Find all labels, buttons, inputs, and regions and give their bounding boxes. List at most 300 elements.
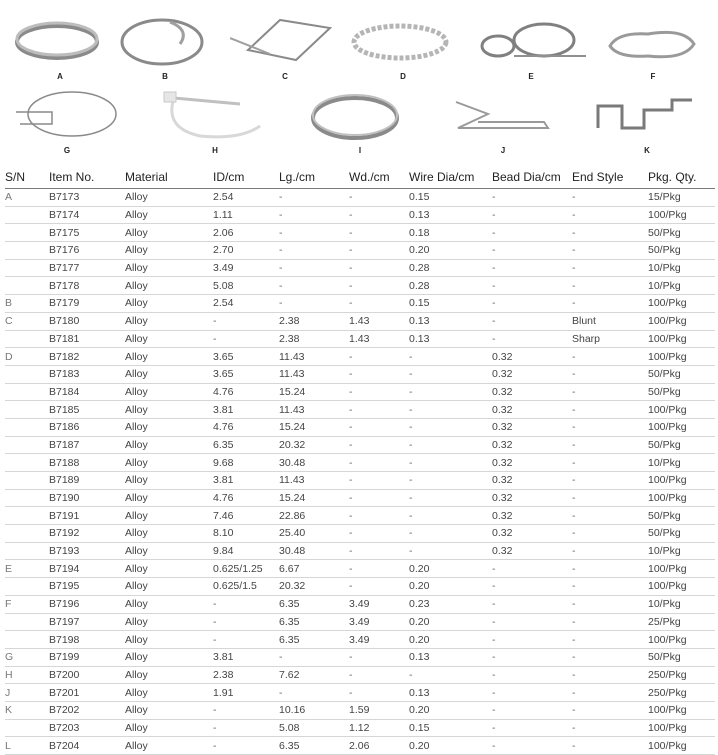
cell-id: -	[213, 737, 279, 755]
cell-id: 2.54	[213, 189, 279, 207]
cell-material: Alloy	[125, 595, 213, 613]
product-letter: A	[57, 72, 63, 81]
cell-bead-dia: 0.32	[492, 454, 572, 472]
cell-sn: H	[5, 666, 49, 684]
cell-material: Alloy	[125, 701, 213, 719]
cell-pkg-qty: 250/Pkg	[648, 684, 715, 702]
cell-id: 3.81	[213, 472, 279, 490]
cell-id: 1.91	[213, 684, 279, 702]
cell-material: Alloy	[125, 578, 213, 596]
cell-length: -	[279, 648, 349, 666]
cell-wire-dia: 0.15	[409, 295, 492, 313]
cell-material: Alloy	[125, 348, 213, 366]
cell-sn	[5, 613, 49, 631]
cell-end-style: Blunt	[572, 312, 648, 330]
cell-width: -	[349, 542, 409, 560]
table-row	[5, 595, 715, 613]
cell-id: 1.11	[213, 206, 279, 224]
cell-bead-dia: -	[492, 737, 572, 755]
cell-end-style: -	[572, 595, 648, 613]
cell-width: -	[349, 295, 409, 313]
cell-pkg-qty: 100/Pkg	[648, 295, 715, 313]
cell-wire-dia: 0.15	[409, 719, 492, 737]
cell-pkg-qty: 15/Pkg	[648, 189, 715, 207]
cell-pkg-qty: 50/Pkg	[648, 436, 715, 454]
cell-wire-dia: 0.28	[409, 259, 492, 277]
cell-item-no: B7200	[49, 666, 125, 684]
cell-id: 3.65	[213, 348, 279, 366]
cell-sn: D	[5, 348, 49, 366]
cell-item-no: B7185	[49, 401, 125, 419]
cell-pkg-qty: 10/Pkg	[648, 542, 715, 560]
cell-wire-dia: -	[409, 542, 492, 560]
cell-bead-dia: 0.32	[492, 365, 572, 383]
cell-width: 1.43	[349, 312, 409, 330]
table-row	[5, 489, 715, 507]
cell-length: 22.86	[279, 507, 349, 525]
pear-hook-icon	[598, 2, 708, 70]
cell-item-no: B7203	[49, 719, 125, 737]
cell-material: Alloy	[125, 666, 213, 684]
cell-sn	[5, 224, 49, 242]
cell-pkg-qty: 10/Pkg	[648, 595, 715, 613]
product-e	[476, 2, 586, 82]
cell-material: Alloy	[125, 613, 213, 631]
product-f	[598, 2, 708, 82]
cell-width: -	[349, 189, 409, 207]
product-h	[160, 88, 270, 168]
cell-width: -	[349, 507, 409, 525]
cell-sn: G	[5, 648, 49, 666]
cell-length: 6.35	[279, 631, 349, 649]
cell-bead-dia: -	[492, 277, 572, 295]
cell-length: 6.35	[279, 613, 349, 631]
cell-length: 15.24	[279, 489, 349, 507]
cell-item-no: B7182	[49, 348, 125, 366]
cell-wire-dia: -	[409, 365, 492, 383]
cell-item-no: B7196	[49, 595, 125, 613]
split-ring-icon	[5, 2, 115, 70]
cell-end-style: -	[572, 383, 648, 401]
cell-width: 3.49	[349, 595, 409, 613]
cell-item-no: B7179	[49, 295, 125, 313]
cell-wire-dia: -	[409, 436, 492, 454]
cell-material: Alloy	[125, 242, 213, 260]
product-a	[5, 2, 115, 82]
table-row	[5, 401, 715, 419]
table-row	[5, 383, 715, 401]
cell-wire-dia: -	[409, 454, 492, 472]
table-row	[5, 666, 715, 684]
wire-loop-icon	[476, 2, 586, 70]
cell-bead-dia: -	[492, 666, 572, 684]
cell-length: -	[279, 206, 349, 224]
cell-wire-dia: 0.20	[409, 631, 492, 649]
cell-end-style: -	[572, 259, 648, 277]
cell-wire-dia: -	[409, 472, 492, 490]
cell-width: -	[349, 648, 409, 666]
cell-width: -	[349, 560, 409, 578]
cell-width: 3.49	[349, 631, 409, 649]
header-end-style: End Style	[572, 166, 648, 189]
header-material: Material	[125, 166, 213, 189]
cell-length: 11.43	[279, 365, 349, 383]
cell-end-style: -	[572, 401, 648, 419]
cell-material: Alloy	[125, 365, 213, 383]
cell-width: 1.12	[349, 719, 409, 737]
cell-bead-dia: 0.32	[492, 348, 572, 366]
cell-pkg-qty: 100/Pkg	[648, 719, 715, 737]
table-row	[5, 472, 715, 490]
cell-end-style: -	[572, 613, 648, 631]
cell-bead-dia: 0.32	[492, 472, 572, 490]
cell-bead-dia: 0.32	[492, 489, 572, 507]
wire-clip-icon	[448, 88, 558, 144]
cell-length: 20.32	[279, 436, 349, 454]
cell-item-no: B7192	[49, 525, 125, 543]
cell-bead-dia: -	[492, 719, 572, 737]
cell-id: 2.54	[213, 295, 279, 313]
cell-end-style: -	[572, 189, 648, 207]
cell-bead-dia: 0.32	[492, 507, 572, 525]
cell-bead-dia: -	[492, 578, 572, 596]
cell-wire-dia: 0.20	[409, 560, 492, 578]
spiral-ring-icon	[110, 2, 220, 70]
cell-end-style: -	[572, 418, 648, 436]
cell-item-no: B7177	[49, 259, 125, 277]
cell-sn	[5, 418, 49, 436]
cell-width: -	[349, 277, 409, 295]
cell-wire-dia: 0.20	[409, 578, 492, 596]
cell-width: -	[349, 259, 409, 277]
cell-bead-dia: -	[492, 560, 572, 578]
cell-pkg-qty: 50/Pkg	[648, 648, 715, 666]
cell-length: -	[279, 277, 349, 295]
cell-id: 7.46	[213, 507, 279, 525]
table-row	[5, 365, 715, 383]
table-body	[5, 189, 715, 755]
table-row	[5, 719, 715, 737]
cell-width: -	[349, 242, 409, 260]
product-letter: I	[358, 146, 362, 155]
cell-material: Alloy	[125, 507, 213, 525]
cell-bead-dia: -	[492, 595, 572, 613]
header-id: ID/cm	[213, 166, 279, 189]
product-letter: F	[650, 72, 656, 81]
cell-item-no: B7178	[49, 277, 125, 295]
cell-id: -	[213, 719, 279, 737]
cell-sn	[5, 206, 49, 224]
cell-item-no: B7186	[49, 418, 125, 436]
cell-material: Alloy	[125, 489, 213, 507]
cell-id: 2.06	[213, 224, 279, 242]
cell-pkg-qty: 100/Pkg	[648, 206, 715, 224]
table-row	[5, 701, 715, 719]
cell-end-style: -	[572, 631, 648, 649]
cell-bead-dia: 0.32	[492, 436, 572, 454]
cell-id: 4.76	[213, 489, 279, 507]
cell-item-no: B7181	[49, 330, 125, 348]
cell-id: 6.35	[213, 436, 279, 454]
product-letter: E	[528, 72, 534, 81]
cell-length: 20.32	[279, 578, 349, 596]
product-d	[348, 2, 458, 82]
cell-sn: F	[5, 595, 49, 613]
cell-wire-dia: -	[409, 489, 492, 507]
product-c	[230, 2, 340, 82]
cell-id: 5.08	[213, 277, 279, 295]
cell-width: 1.43	[349, 330, 409, 348]
cell-length: 11.43	[279, 401, 349, 419]
cell-pkg-qty: 100/Pkg	[648, 330, 715, 348]
product-k	[592, 88, 702, 168]
cell-wire-dia: -	[409, 525, 492, 543]
cell-width: -	[349, 436, 409, 454]
cell-sn: C	[5, 312, 49, 330]
loop-tag-icon	[12, 88, 122, 144]
cell-length: 6.35	[279, 595, 349, 613]
cell-sn: K	[5, 701, 49, 719]
cell-sn: J	[5, 684, 49, 702]
header-item-no: Item No.	[49, 166, 125, 189]
table-row	[5, 242, 715, 260]
cell-wire-dia: 0.18	[409, 224, 492, 242]
table-row	[5, 560, 715, 578]
cell-item-no: B7204	[49, 737, 125, 755]
cell-length: 11.43	[279, 348, 349, 366]
cell-item-no: B7176	[49, 242, 125, 260]
cell-pkg-qty: 50/Pkg	[648, 383, 715, 401]
header-pkg-qty: Pkg. Qty.	[648, 166, 715, 189]
product-letter: B	[162, 72, 168, 81]
cell-material: Alloy	[125, 454, 213, 472]
header-bead-dia: Bead Dia/cm	[492, 166, 572, 189]
cell-sn	[5, 259, 49, 277]
cell-id: 9.68	[213, 454, 279, 472]
cell-width: -	[349, 666, 409, 684]
cell-bead-dia: -	[492, 330, 572, 348]
cell-wire-dia: -	[409, 507, 492, 525]
cell-material: Alloy	[125, 648, 213, 666]
cell-end-style: -	[572, 719, 648, 737]
cell-length: -	[279, 224, 349, 242]
cell-bead-dia: -	[492, 242, 572, 260]
cell-item-no: B7180	[49, 312, 125, 330]
cell-width: 1.59	[349, 701, 409, 719]
cell-item-no: B7174	[49, 206, 125, 224]
cell-material: Alloy	[125, 224, 213, 242]
cell-material: Alloy	[125, 560, 213, 578]
cell-item-no: B7202	[49, 701, 125, 719]
cell-end-style: -	[572, 277, 648, 295]
ball-chain-icon	[348, 2, 458, 70]
cell-width: -	[349, 348, 409, 366]
table-row	[5, 295, 715, 313]
cell-bead-dia: -	[492, 684, 572, 702]
table-row	[5, 613, 715, 631]
cell-wire-dia: 0.20	[409, 701, 492, 719]
cell-end-style: -	[572, 454, 648, 472]
cell-wire-dia: 0.20	[409, 242, 492, 260]
cell-end-style: -	[572, 436, 648, 454]
cell-wire-dia: 0.15	[409, 189, 492, 207]
product-letter: C	[282, 72, 288, 81]
table-row	[5, 418, 715, 436]
cell-pkg-qty: 50/Pkg	[648, 365, 715, 383]
cell-end-style: -	[572, 295, 648, 313]
cell-pkg-qty: 25/Pkg	[648, 613, 715, 631]
cell-wire-dia: 0.20	[409, 613, 492, 631]
cell-end-style: -	[572, 507, 648, 525]
cell-id: -	[213, 613, 279, 631]
cell-item-no: B7175	[49, 224, 125, 242]
cell-pkg-qty: 50/Pkg	[648, 242, 715, 260]
cell-bead-dia: -	[492, 648, 572, 666]
cell-item-no: B7199	[49, 648, 125, 666]
table-row	[5, 525, 715, 543]
product-letter: K	[644, 146, 650, 155]
cell-id: -	[213, 701, 279, 719]
cell-pkg-qty: 250/Pkg	[648, 666, 715, 684]
cell-wire-dia: -	[409, 666, 492, 684]
cell-pkg-qty: 100/Pkg	[648, 560, 715, 578]
cell-bead-dia: -	[492, 224, 572, 242]
cell-bead-dia: 0.32	[492, 383, 572, 401]
cell-wire-dia: -	[409, 383, 492, 401]
cell-material: Alloy	[125, 684, 213, 702]
cell-material: Alloy	[125, 719, 213, 737]
cell-id: 9.84	[213, 542, 279, 560]
cell-wire-dia: 0.13	[409, 330, 492, 348]
cell-end-style: -	[572, 666, 648, 684]
cell-material: Alloy	[125, 206, 213, 224]
cell-width: 3.49	[349, 613, 409, 631]
product-letter: D	[400, 72, 406, 81]
cell-end-style: -	[572, 206, 648, 224]
product-i	[305, 88, 415, 168]
cell-sn	[5, 631, 49, 649]
table-header	[5, 166, 715, 189]
cell-bead-dia: -	[492, 259, 572, 277]
product-images	[0, 0, 718, 162]
cell-length: 5.08	[279, 719, 349, 737]
cell-bead-dia: -	[492, 295, 572, 313]
cell-material: Alloy	[125, 189, 213, 207]
cell-end-style: -	[572, 648, 648, 666]
cell-bead-dia: -	[492, 312, 572, 330]
cell-sn: B	[5, 295, 49, 313]
cell-wire-dia: 0.28	[409, 277, 492, 295]
cell-material: Alloy	[125, 737, 213, 755]
cell-pkg-qty: 10/Pkg	[648, 259, 715, 277]
cell-length: 15.24	[279, 383, 349, 401]
cell-end-style: -	[572, 242, 648, 260]
cell-material: Alloy	[125, 631, 213, 649]
cell-width: -	[349, 525, 409, 543]
product-b	[110, 2, 220, 82]
table-row	[5, 578, 715, 596]
cell-item-no: B7194	[49, 560, 125, 578]
cell-width: -	[349, 418, 409, 436]
cell-length: 11.43	[279, 472, 349, 490]
cell-width: -	[349, 206, 409, 224]
square-clip-icon	[230, 2, 340, 70]
table-row	[5, 542, 715, 560]
cell-material: Alloy	[125, 383, 213, 401]
cell-item-no: B7190	[49, 489, 125, 507]
cell-item-no: B7184	[49, 383, 125, 401]
cell-end-style: -	[572, 365, 648, 383]
cell-pkg-qty: 100/Pkg	[648, 312, 715, 330]
cell-sn	[5, 242, 49, 260]
cell-end-style: -	[572, 489, 648, 507]
cell-width: -	[349, 489, 409, 507]
cell-pkg-qty: 50/Pkg	[648, 525, 715, 543]
table-row	[5, 189, 715, 207]
cell-pkg-qty: 50/Pkg	[648, 507, 715, 525]
cell-id: -	[213, 330, 279, 348]
cell-sn	[5, 454, 49, 472]
cell-bead-dia: -	[492, 631, 572, 649]
cell-wire-dia: 0.13	[409, 312, 492, 330]
product-table	[5, 166, 715, 755]
product-g	[12, 88, 122, 168]
cell-width: -	[349, 365, 409, 383]
cell-bead-dia: 0.32	[492, 418, 572, 436]
cell-width: 2.06	[349, 737, 409, 755]
cell-sn	[5, 578, 49, 596]
cell-length: 10.16	[279, 701, 349, 719]
cell-length: -	[279, 259, 349, 277]
cell-wire-dia: -	[409, 418, 492, 436]
cell-length: 25.40	[279, 525, 349, 543]
cell-length: 2.38	[279, 312, 349, 330]
cell-wire-dia: 0.23	[409, 595, 492, 613]
cell-pkg-qty: 100/Pkg	[648, 631, 715, 649]
cell-material: Alloy	[125, 436, 213, 454]
cell-length: 2.38	[279, 330, 349, 348]
cell-item-no: B7173	[49, 189, 125, 207]
cell-end-style: -	[572, 684, 648, 702]
table-row	[5, 631, 715, 649]
cell-material: Alloy	[125, 330, 213, 348]
cell-id: 3.49	[213, 259, 279, 277]
cell-material: Alloy	[125, 295, 213, 313]
plastic-seal-icon	[160, 88, 270, 144]
cell-id: 2.38	[213, 666, 279, 684]
cell-width: -	[349, 578, 409, 596]
cell-pkg-qty: 50/Pkg	[648, 224, 715, 242]
cell-wire-dia: 0.13	[409, 648, 492, 666]
bent-hook-icon	[592, 88, 702, 144]
cell-end-style: Sharp	[572, 330, 648, 348]
cell-item-no: B7198	[49, 631, 125, 649]
cell-pkg-qty: 100/Pkg	[648, 578, 715, 596]
cell-length: 30.48	[279, 454, 349, 472]
cell-width: -	[349, 224, 409, 242]
cell-bead-dia: -	[492, 189, 572, 207]
cell-material: Alloy	[125, 542, 213, 560]
table-row	[5, 277, 715, 295]
cell-width: -	[349, 383, 409, 401]
cell-material: Alloy	[125, 472, 213, 490]
cell-id: 4.76	[213, 383, 279, 401]
cell-length: 6.67	[279, 560, 349, 578]
table-row	[5, 507, 715, 525]
cell-item-no: B7191	[49, 507, 125, 525]
cell-sn: E	[5, 560, 49, 578]
cell-wire-dia: -	[409, 401, 492, 419]
